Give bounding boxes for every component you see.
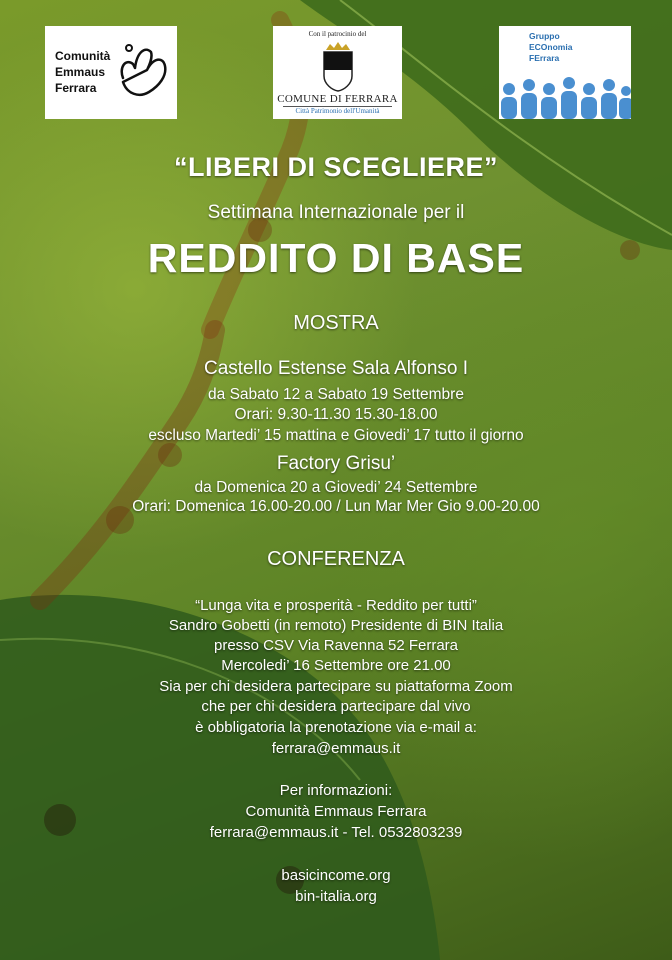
hand-icon bbox=[115, 38, 173, 102]
mostra-venue-1: Castello Estense Sala Alfonso I bbox=[203, 358, 469, 379]
mostra-venue-1-hours: Orari: 9.30-11.30 15.30-18.00 bbox=[234, 406, 438, 423]
event-title: “LIBERI DI SCEGLIERE” bbox=[173, 152, 499, 182]
conferenza-email[interactable]: ferrara@emmaus.it bbox=[271, 740, 401, 757]
info-contact[interactable]: ferrara@emmaus.it - Tel. 0532803239 bbox=[209, 824, 463, 841]
geco-logo-line: ECOnomia bbox=[529, 42, 573, 52]
geco-logo bbox=[499, 26, 631, 119]
comune-ferrara-logo bbox=[273, 26, 402, 119]
comune-patrocinio-text: Con il patrocinio del bbox=[308, 30, 367, 38]
emmaus-logo-line: Ferrara bbox=[55, 81, 97, 95]
geco-logo-line: FErrara bbox=[529, 53, 560, 63]
conferenza-line: Sia per chi desidera partecipare su piattaforma Zoom bbox=[159, 678, 513, 695]
event-headline: REDDITO DI BASE bbox=[147, 235, 525, 281]
event-subtitle: Settimana Internazionale per il bbox=[207, 202, 465, 223]
info-heading: Per informazioni: bbox=[279, 782, 393, 799]
conferenza-line: è obbligatoria la prenotazione via e-mail a: bbox=[195, 719, 477, 736]
comune-subtitle: Città Patrimonio dell'Umanità bbox=[295, 107, 380, 115]
conferenza-heading: CONFERENZA bbox=[267, 548, 405, 570]
info-org: Comunità Emmaus Ferrara bbox=[245, 803, 427, 820]
emmaus-logo-text bbox=[55, 48, 110, 96]
emmaus-logo-line: Comunità bbox=[55, 49, 111, 63]
geco-logo-text bbox=[529, 31, 572, 64]
mostra-venue-2-dates: da Domenica 20 a Giovedi’ 24 Settembre bbox=[194, 479, 478, 496]
conferenza-line: “Lunga vita e prosperità - Reddito per tutti” bbox=[195, 597, 477, 614]
conferenza-line: che per chi desidera partecipare dal vivo bbox=[201, 698, 471, 715]
link-basicincome[interactable]: basicincome.org bbox=[281, 867, 391, 884]
mostra-venue-1-note: escluso Martedi’ 15 mattina e Giovedi’ 17 tutto il giorno bbox=[148, 427, 524, 444]
comune-name: COMUNE DI FERRARA bbox=[277, 93, 398, 105]
emmaus-logo bbox=[45, 26, 177, 119]
conferenza-line: Mercoledi’ 16 Settembre ore 21.00 bbox=[221, 657, 451, 674]
emmaus-logo-line: Emmaus bbox=[55, 65, 106, 79]
geco-logo-line: Gruppo bbox=[529, 31, 560, 41]
mostra-venue-2-hours: Orari: Domenica 16.00-20.00 / Lun Mar Mer Gio 9.00-20.00 bbox=[132, 498, 540, 515]
mostra-venue-1-dates: da Sabato 12 a Sabato 19 Settembre bbox=[208, 386, 464, 403]
conferenza-line: Sandro Gobetti (in remoto) Presidente di BIN Italia bbox=[168, 617, 504, 634]
link-bin-italia[interactable]: bin-italia.org bbox=[295, 888, 377, 905]
coat-of-arms-icon bbox=[320, 40, 356, 92]
mostra-heading: MOSTRA bbox=[293, 312, 379, 334]
conferenza-line: presso CSV Via Ravenna 52 Ferrara bbox=[213, 637, 458, 654]
people-silhouettes-icon bbox=[499, 71, 631, 119]
mostra-venue-2: Factory Grisu’ bbox=[276, 453, 396, 474]
